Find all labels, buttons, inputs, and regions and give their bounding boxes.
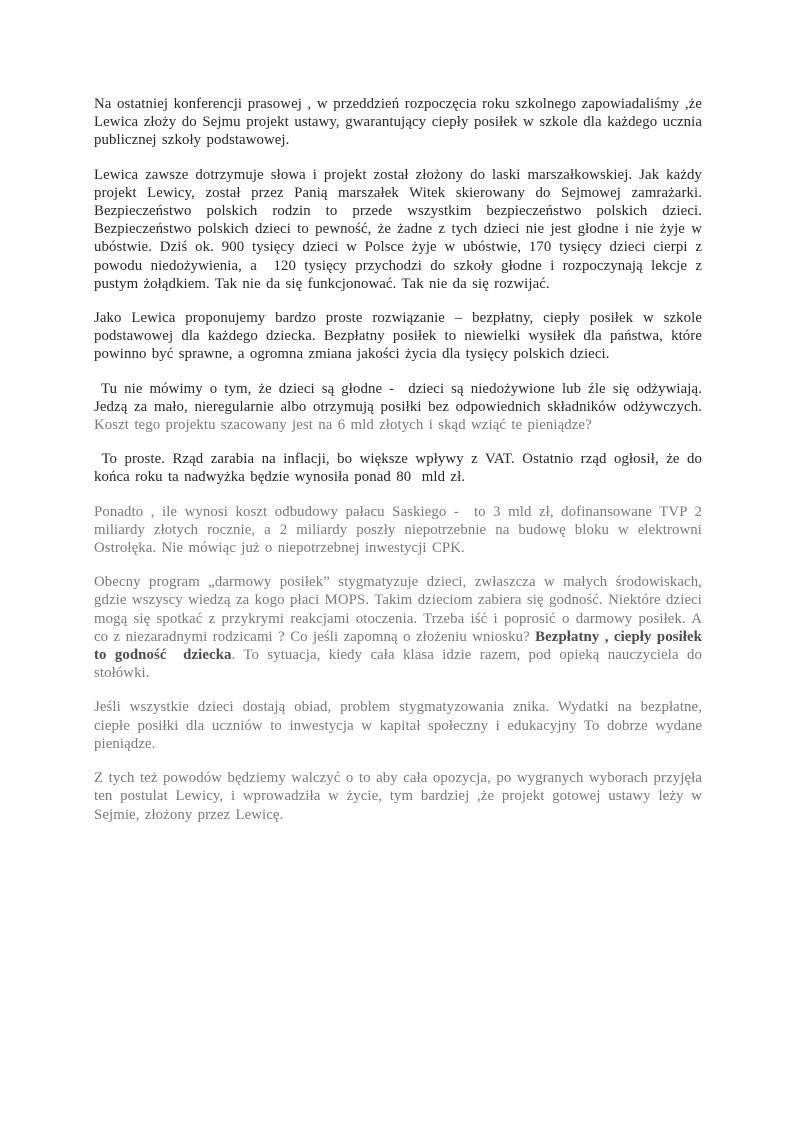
text-run-muted: Jeśli wszystkie dzieci dostają obiad, problem stygmatyzowania znika. Wydatki na bezpłatne, ciepłe posiłki dla uczniów to inwestycja w kapitał społeczny i edukacyjny To dobrze wydane pieniądze.	[94, 699, 708, 752]
text-run-muted: . To sytuacja, kiedy cała klasa idzie razem, pod opieką nauczyciela do stołówki.	[94, 647, 708, 682]
paragraph-spending-examples	[94, 503, 708, 558]
paragraph-investment	[94, 698, 708, 753]
text-run: To proste. Rząd zarabia na inflacji, bo większe wpływy z VAT. Ostatnio rząd ogłosił, że do końca roku ta nadwyżka będzie wynosiła ponad 80 mld zł.	[94, 451, 708, 486]
paragraph-malnutrition-cost	[94, 380, 708, 435]
paragraph-proposal	[94, 309, 708, 364]
paragraph-conclusion	[94, 769, 708, 824]
paragraph-project-frozen	[94, 166, 708, 293]
paragraph-press-conference	[94, 95, 708, 150]
text-run-muted: Obecny program „darmowy posiłek” stygmatyzuje dzieci, zwłaszcza w małych środowiskach, gdzie wszyscy wiedzą za kogo płaci MOPS. Takim dzieciom zabiera się godność. Niektóre dzieci mogą się spotkać z przykrymi reakcjami otoczenia. Trzeba iść i poprosić o darmowy posiłek. A co z niezaradnymi rodzicami ? Co jeśli zapomną o złożeniu wniosku?	[94, 574, 708, 645]
text-run-muted: Z tych też powodów będziemy walczyć o to aby cała opozycja, po wygranych wyborach przyjęła ten postulat Lewicy, i wprowadziła w życie, tym bardziej ,że projekt gotowej ustawy leży w Sejmie, złożony przez Lewicę.	[94, 770, 708, 823]
text-run: Lewica zawsze dotrzymuje słowa i projekt został złożony do laski marszałkowskiej. Jak każdy projekt Lewicy, został przez Panią marszałek Witek skierowany do Sejmowej zamrażarki. Bezpieczeństwo polskich rodzin to przede wszystkim bezpieczeństwo polskich dzieci. Bezpieczeństwo polskich dzieci to pewność, że żadne z tych dzieci nie jest głodne i nie żyje w ubóstwie. Dziś ok. 900 tysięcy dzieci w Polsce żyje w ubóstwie, 170 tysięcy dzieci cierpi z powodu niedożywienia, a 120 tysięcy przychodzi do szkoły głodne i rozpoczynają lekcje z pustym żołądkiem. Tak nie da się funkcjonować. Tak nie da się rozwijać.	[94, 166, 708, 292]
text-run-muted: Ponadto , ile wynosi koszt odbudowy pałacu Saskiego - to 3 mld zł, dofinansowane TVP 2 miliardy złotych rocznie, a 2 miliardy poszły niepotrzebnie na budowę bloku w elektrowni Ostrołęka. Nie mówiąc już o niepotrzebnej inwestycji CPK.	[94, 503, 708, 557]
text-run: Jako Lewica proponujemy bardzo proste rozwiązanie – bezpłatny, ciepły posiłek w szkole podstawowej dla każdego dziecka. Bezpłatny posiłek to niewielki wysiłek dla państwa, które powinno być sprawne, a ogromna zmiana jakości życia dla tysięcy polskich dzieci.	[94, 310, 708, 363]
text-run-muted: Koszt tego projektu szacowany jest na 6 mld złotych i skąd wziąć te pieniądze?	[94, 417, 592, 434]
document-content	[94, 95, 708, 824]
text-run: Tu nie mówimy o tym, że dzieci są głodne - dzieci są niedożywione lub źle się odżywiają. Jedzą za mało, nieregularnie albo otrzymują posiłki bez odpowiednich składników odżywczych.	[94, 380, 708, 415]
text-run: Na ostatniej konferencji prasowej , w przeddzień rozpoczęcia roku szkolnego zapowiadaliśmy ,że Lewica złoży do Sejmu projekt ustawy, gwarantujący ciepły posiłek w szkole dla każdego ucznia publicznej szkoły podstawowej.	[94, 96, 708, 149]
text-run-bold: Bezpłatny , ciepły posiłek to godność dziecka	[94, 628, 708, 664]
paragraph-vat-surplus	[94, 450, 708, 486]
paragraph-stigmatization	[94, 573, 708, 682]
